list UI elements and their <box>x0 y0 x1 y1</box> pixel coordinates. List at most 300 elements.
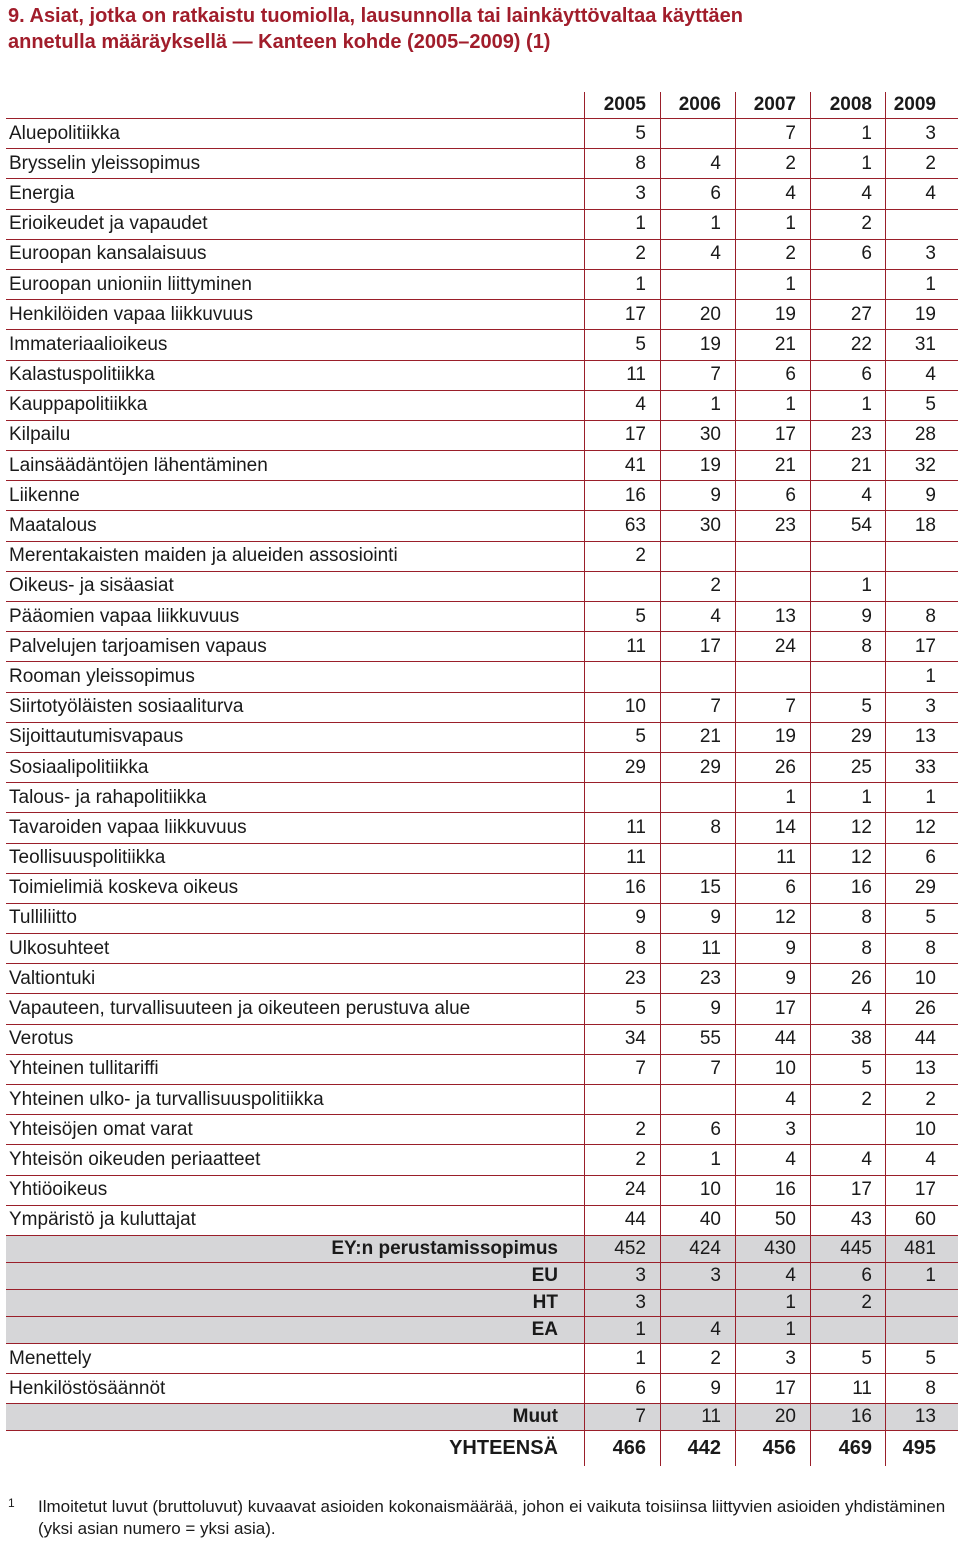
subtotal-row <box>6 1263 958 1290</box>
row-label: Ulkosuhteet <box>9 937 110 959</box>
value-cell: 11 <box>776 847 796 869</box>
value-cell: 32 <box>914 454 936 476</box>
value-cell: 13 <box>914 726 936 748</box>
row-label: Immateriaalioikeus <box>9 333 168 355</box>
value-cell: 22 <box>850 333 872 355</box>
row-label: Brysselin yleissopimus <box>9 152 201 174</box>
value-cell: 4 <box>785 1148 796 1170</box>
value-cell: 1 <box>925 1264 936 1286</box>
value-cell: 11 <box>626 816 646 838</box>
table-row <box>6 632 958 662</box>
value-cell: 4 <box>710 243 721 265</box>
table-row <box>6 300 958 330</box>
value-cell: 26 <box>914 998 936 1020</box>
value-cell <box>736 662 796 691</box>
value-cell: 2 <box>925 152 936 174</box>
value-cell: 6 <box>710 182 721 204</box>
value-cell <box>812 662 872 691</box>
value-cell: 12 <box>774 907 796 929</box>
value-cell: 7 <box>785 696 796 718</box>
value-cell <box>812 1317 872 1343</box>
row-label: Yhteinen ulko- ja turvallisuuspolitiikka <box>9 1088 324 1110</box>
value-cell: 3 <box>635 1264 646 1286</box>
value-cell: 5 <box>925 394 936 416</box>
value-cell: 2 <box>710 575 721 597</box>
value-cell: 6 <box>785 877 796 899</box>
value-cell: 7 <box>785 122 796 144</box>
value-cell: 9 <box>710 907 721 929</box>
value-cell: 1 <box>861 122 872 144</box>
value-cell: 8 <box>861 907 872 929</box>
value-cell: 4 <box>925 364 936 386</box>
value-cell <box>661 542 721 571</box>
table-row <box>6 1344 958 1374</box>
value-cell: 456 <box>762 1437 796 1460</box>
value-cell <box>586 572 646 601</box>
table-row <box>6 693 958 723</box>
footnote-mark: 1 <box>8 1496 15 1510</box>
row-label: Maatalous <box>9 515 97 537</box>
table-row <box>6 602 958 632</box>
value-cell: 430 <box>764 1237 796 1259</box>
value-cell: 6 <box>861 1264 872 1286</box>
value-cell: 4 <box>925 182 936 204</box>
value-cell: 2007 <box>753 94 796 115</box>
value-cell: 4 <box>635 394 646 416</box>
value-cell: 13 <box>774 605 796 627</box>
value-cell: 6 <box>710 1118 721 1140</box>
value-cell: 17 <box>774 424 796 446</box>
value-cell: 2005 <box>603 94 646 115</box>
value-cell: 11 <box>626 364 646 386</box>
table-row <box>6 542 958 572</box>
value-cell: 8 <box>925 937 936 959</box>
value-cell <box>661 119 721 148</box>
value-cell: 17 <box>624 303 646 325</box>
row-label: YHTEENSÄ <box>449 1437 558 1460</box>
row-label: Oikeus- ja sisäasiat <box>9 575 174 597</box>
footnote-text: Ilmoitetut luvut (bruttoluvut) kuvaavat asioiden kokonaismäärää, johon ei vaikuta toisiinsa liittyvien asioiden yhdistäminen (yksi asian numero = yksi asia). <box>38 1497 946 1538</box>
page-title <box>8 3 948 55</box>
row-label: Merentakaisten maiden ja alueiden assosiointi <box>9 545 398 567</box>
table-row <box>6 270 958 300</box>
value-cell: 12 <box>850 847 872 869</box>
value-cell: 15 <box>699 877 721 899</box>
row-label: Teollisuuspolitiikka <box>9 847 166 869</box>
value-cell: 4 <box>925 1148 936 1170</box>
row-label: Sijoittautumisvapaus <box>9 726 184 748</box>
value-cell: 1 <box>861 394 872 416</box>
value-cell: 5 <box>925 907 936 929</box>
value-cell: 6 <box>925 847 936 869</box>
value-cell: 3 <box>785 1347 796 1369</box>
value-cell: 2 <box>635 1118 646 1140</box>
value-cell: 8 <box>635 937 646 959</box>
value-cell: 26 <box>774 756 796 778</box>
value-cell: 38 <box>850 1028 872 1050</box>
value-cell: 1 <box>785 1291 796 1313</box>
value-cell: 13 <box>914 1406 936 1428</box>
value-cell: 44 <box>624 1209 646 1231</box>
row-label: EY:n perustamissopimus <box>331 1237 558 1259</box>
row-label: Palvelujen tarjoamisen vapaus <box>9 635 267 657</box>
value-cell: 4 <box>710 1318 721 1340</box>
subtotal-row <box>6 1236 958 1263</box>
value-cell: 9 <box>925 484 936 506</box>
table-row <box>6 391 958 421</box>
value-cell: 24 <box>774 635 796 657</box>
row-label: Valtiontuki <box>9 967 96 989</box>
value-cell: 6 <box>635 1377 646 1399</box>
value-cell: 44 <box>774 1028 796 1050</box>
value-cell: 25 <box>850 756 872 778</box>
value-cell: 60 <box>914 1209 936 1231</box>
data-table <box>6 92 958 1466</box>
value-cell: 1 <box>785 394 796 416</box>
value-cell: 4 <box>785 1264 796 1286</box>
value-cell: 4 <box>861 1148 872 1170</box>
value-cell: 40 <box>699 1209 721 1231</box>
value-cell: 3 <box>635 182 646 204</box>
value-cell: 1 <box>925 665 936 687</box>
value-cell: 17 <box>624 424 646 446</box>
value-cell <box>661 1085 721 1114</box>
value-cell: 5 <box>861 1058 872 1080</box>
value-cell: 18 <box>914 515 936 537</box>
value-cell: 30 <box>699 424 721 446</box>
row-label: Aluepolitiikka <box>9 122 120 144</box>
table-row <box>6 1085 958 1115</box>
value-cell: 11 <box>852 1377 872 1399</box>
table-row <box>6 179 958 209</box>
value-cell: 33 <box>914 756 936 778</box>
value-cell: 3 <box>785 1118 796 1140</box>
value-cell: 5 <box>635 605 646 627</box>
value-cell: 6 <box>785 364 796 386</box>
value-cell <box>736 542 796 571</box>
value-cell: 495 <box>902 1437 936 1460</box>
title-line-2: annetulla määräyksellä — Kanteen kohde (2005–2009) (1) <box>8 31 551 53</box>
value-cell: 9 <box>785 967 796 989</box>
value-cell: 1 <box>710 213 721 235</box>
value-cell: 2 <box>785 152 796 174</box>
value-cell: 3 <box>925 122 936 144</box>
value-cell: 2 <box>785 243 796 265</box>
value-cell: 1 <box>785 1318 796 1340</box>
value-cell: 1 <box>785 786 796 808</box>
value-cell: 63 <box>624 515 646 537</box>
value-cell: 17 <box>914 1179 936 1201</box>
value-cell: 8 <box>925 1377 936 1399</box>
table-row <box>6 844 958 874</box>
value-cell: 50 <box>774 1209 796 1231</box>
value-cell: 2 <box>710 1347 721 1369</box>
value-cell: 11 <box>626 847 646 869</box>
value-cell: 481 <box>904 1237 936 1259</box>
value-cell: 1 <box>925 786 936 808</box>
table-row <box>6 572 958 602</box>
value-cell: 5 <box>635 333 646 355</box>
value-cell: 27 <box>850 303 872 325</box>
value-cell: 17 <box>914 635 936 657</box>
table-row <box>6 1374 958 1404</box>
value-cell: 19 <box>774 303 796 325</box>
value-cell: 2006 <box>678 94 721 115</box>
value-cell: 26 <box>850 967 872 989</box>
value-cell: 5 <box>635 726 646 748</box>
value-cell: 17 <box>774 1377 796 1399</box>
row-label: Vapauteen, turvallisuuteen ja oikeuteen perustuva alue <box>9 998 471 1020</box>
value-cell: 2008 <box>829 94 872 115</box>
value-cell: 1 <box>635 1347 646 1369</box>
value-cell: 3 <box>710 1264 721 1286</box>
table-row <box>6 723 958 753</box>
value-cell: 1 <box>635 273 646 295</box>
value-cell: 9 <box>710 1377 721 1399</box>
value-cell: 10 <box>914 967 936 989</box>
value-cell: 8 <box>861 937 872 959</box>
value-cell: 2 <box>635 243 646 265</box>
row-label: Toimielimiä koskeva oikeus <box>9 877 239 899</box>
table-row <box>6 240 958 270</box>
value-cell <box>876 1290 936 1316</box>
table-row <box>6 330 958 360</box>
value-cell: 30 <box>699 515 721 537</box>
value-cell: 10 <box>699 1179 721 1201</box>
row-label: Yhteisön oikeuden periaatteet <box>9 1148 261 1170</box>
value-cell <box>661 662 721 691</box>
value-cell <box>661 783 721 812</box>
value-cell: 9 <box>785 937 796 959</box>
row-label: HT <box>532 1291 558 1313</box>
value-cell: 2 <box>861 1088 872 1110</box>
value-cell: 17 <box>699 635 721 657</box>
value-cell: 9 <box>635 907 646 929</box>
table-row <box>6 451 958 481</box>
value-cell <box>876 1317 936 1343</box>
row-label: Tulliliitto <box>9 907 77 929</box>
value-cell: 21 <box>774 333 796 355</box>
value-cell: 5 <box>635 998 646 1020</box>
value-cell: 4 <box>861 998 872 1020</box>
value-cell: 7 <box>635 1058 646 1080</box>
row-label: Liikenne <box>9 484 80 506</box>
table-row <box>6 1206 958 1236</box>
row-label: Siirtotyöläisten sosiaaliturva <box>9 696 244 718</box>
value-cell: 424 <box>689 1237 721 1259</box>
value-cell: 4 <box>861 484 872 506</box>
row-label: Kauppapolitiikka <box>9 394 148 416</box>
value-cell: 29 <box>914 877 936 899</box>
row-label: Rooman yleissopimus <box>9 665 195 687</box>
table-row <box>6 1055 958 1085</box>
value-cell <box>661 270 721 299</box>
subtotal-row <box>6 1317 958 1344</box>
value-cell: 14 <box>774 816 796 838</box>
row-label: Kilpailu <box>9 424 71 446</box>
value-cell: 55 <box>699 1028 721 1050</box>
value-cell: 4 <box>861 182 872 204</box>
row-label: Erioikeudet ja vapaudet <box>9 213 208 235</box>
table-row <box>6 874 958 904</box>
table-row <box>6 994 958 1024</box>
table-row <box>6 904 958 934</box>
value-cell: 9 <box>861 605 872 627</box>
value-cell: 1 <box>635 1318 646 1340</box>
row-label: Tavaroiden vapaa liikkuvuus <box>9 816 247 838</box>
table-row <box>6 1115 958 1145</box>
value-cell: 10 <box>914 1118 936 1140</box>
value-cell: 23 <box>699 967 721 989</box>
value-cell: 2 <box>861 1291 872 1313</box>
row-label: Yhteinen tullitariffi <box>9 1058 159 1080</box>
value-cell: 20 <box>774 1406 796 1428</box>
table-row <box>6 813 958 843</box>
table-row <box>6 421 958 451</box>
value-cell: 31 <box>914 333 936 355</box>
value-cell: 23 <box>774 515 796 537</box>
value-cell <box>876 572 936 601</box>
value-cell <box>586 662 646 691</box>
value-cell: 28 <box>914 424 936 446</box>
table-row <box>6 753 958 783</box>
value-cell: 11 <box>701 937 721 959</box>
value-cell: 29 <box>624 756 646 778</box>
value-cell: 7 <box>710 1058 721 1080</box>
value-cell: 16 <box>850 877 872 899</box>
value-cell: 1 <box>861 575 872 597</box>
value-cell: 1 <box>635 213 646 235</box>
row-label: Energia <box>9 182 75 204</box>
table-row <box>6 783 958 813</box>
table-row <box>6 964 958 994</box>
row-label: Euroopan unioniin liittyminen <box>9 273 252 295</box>
value-cell: 23 <box>624 967 646 989</box>
value-cell <box>812 542 872 571</box>
value-cell: 41 <box>624 454 646 476</box>
value-cell: 19 <box>774 726 796 748</box>
value-cell: 466 <box>612 1437 646 1460</box>
value-cell <box>661 1290 721 1316</box>
value-cell: 4 <box>785 1088 796 1110</box>
value-cell: 452 <box>614 1237 646 1259</box>
value-cell: 6 <box>861 364 872 386</box>
value-cell: 1 <box>925 273 936 295</box>
row-label: EA <box>531 1318 558 1340</box>
value-cell: 2 <box>635 545 646 567</box>
value-cell <box>812 1115 872 1144</box>
value-cell: 34 <box>624 1028 646 1050</box>
value-cell: 469 <box>838 1437 872 1460</box>
muut-row <box>6 1404 958 1431</box>
value-cell: 9 <box>710 998 721 1020</box>
value-cell: 1 <box>861 152 872 174</box>
value-cell: 13 <box>914 1058 936 1080</box>
value-cell: 2009 <box>893 94 936 115</box>
value-cell: 11 <box>626 635 646 657</box>
row-label: Muut <box>512 1406 558 1428</box>
value-cell: 6 <box>785 484 796 506</box>
value-cell: 4 <box>710 605 721 627</box>
value-cell: 10 <box>624 696 646 718</box>
value-cell: 3 <box>925 243 936 265</box>
value-cell: 8 <box>635 152 646 174</box>
value-cell: 9 <box>710 484 721 506</box>
row-label: Henkilöstösäännöt <box>9 1377 166 1399</box>
value-cell: 16 <box>624 484 646 506</box>
value-cell <box>586 1085 646 1114</box>
value-cell: 5 <box>635 122 646 144</box>
value-cell: 12 <box>914 816 936 838</box>
subtotal-row <box>6 1290 958 1317</box>
table-row <box>6 1025 958 1055</box>
table-row <box>6 481 958 511</box>
row-label: EU <box>531 1264 558 1286</box>
value-cell: 8 <box>861 635 872 657</box>
row-label: Pääomien vapaa liikkuvuus <box>9 605 240 627</box>
value-cell: 3 <box>925 696 936 718</box>
value-cell: 1 <box>785 273 796 295</box>
value-cell: 19 <box>699 454 721 476</box>
value-cell <box>876 210 936 239</box>
value-cell: 10 <box>774 1058 796 1080</box>
value-cell: 16 <box>850 1406 872 1428</box>
value-cell: 3 <box>635 1291 646 1313</box>
table-row <box>6 511 958 541</box>
value-cell: 4 <box>710 152 721 174</box>
value-cell: 7 <box>710 364 721 386</box>
value-cell <box>812 270 872 299</box>
header-row <box>6 92 958 119</box>
row-label: Lainsäädäntöjen lähentäminen <box>9 454 268 476</box>
value-cell: 8 <box>925 605 936 627</box>
value-cell <box>661 844 721 873</box>
table-row <box>6 1145 958 1175</box>
value-cell: 8 <box>710 816 721 838</box>
value-cell: 44 <box>914 1028 936 1050</box>
value-cell: 17 <box>850 1179 872 1201</box>
value-cell <box>586 783 646 812</box>
value-cell: 2 <box>925 1088 936 1110</box>
value-cell: 7 <box>635 1406 646 1428</box>
row-label: Sosiaalipolitiikka <box>9 756 149 778</box>
value-cell: 6 <box>861 243 872 265</box>
row-label: Menettely <box>9 1347 92 1369</box>
value-cell: 5 <box>925 1347 936 1369</box>
row-label: Verotus <box>9 1028 74 1050</box>
value-cell: 19 <box>699 333 721 355</box>
table-row <box>6 1176 958 1206</box>
row-label: Yhteisöjen omat varat <box>9 1118 193 1140</box>
value-cell <box>736 572 796 601</box>
grand-total-row <box>6 1431 958 1466</box>
row-label: Yhtiöoikeus <box>9 1179 108 1201</box>
table-row <box>6 361 958 391</box>
row-label: Kalastuspolitiikka <box>9 364 155 386</box>
value-cell: 11 <box>701 1406 721 1428</box>
value-cell: 21 <box>699 726 721 748</box>
table-row <box>6 934 958 964</box>
value-cell: 54 <box>850 515 872 537</box>
title-line-1: 9. Asiat, jotka on ratkaistu tuomiolla, lausunnolla tai lainkäyttövaltaa käyttäen <box>8 5 744 27</box>
value-cell: 16 <box>624 877 646 899</box>
value-cell: 21 <box>850 454 872 476</box>
value-cell: 4 <box>785 182 796 204</box>
value-cell: 23 <box>850 424 872 446</box>
value-cell: 29 <box>699 756 721 778</box>
value-cell: 1 <box>710 1148 721 1170</box>
value-cell: 1 <box>861 786 872 808</box>
